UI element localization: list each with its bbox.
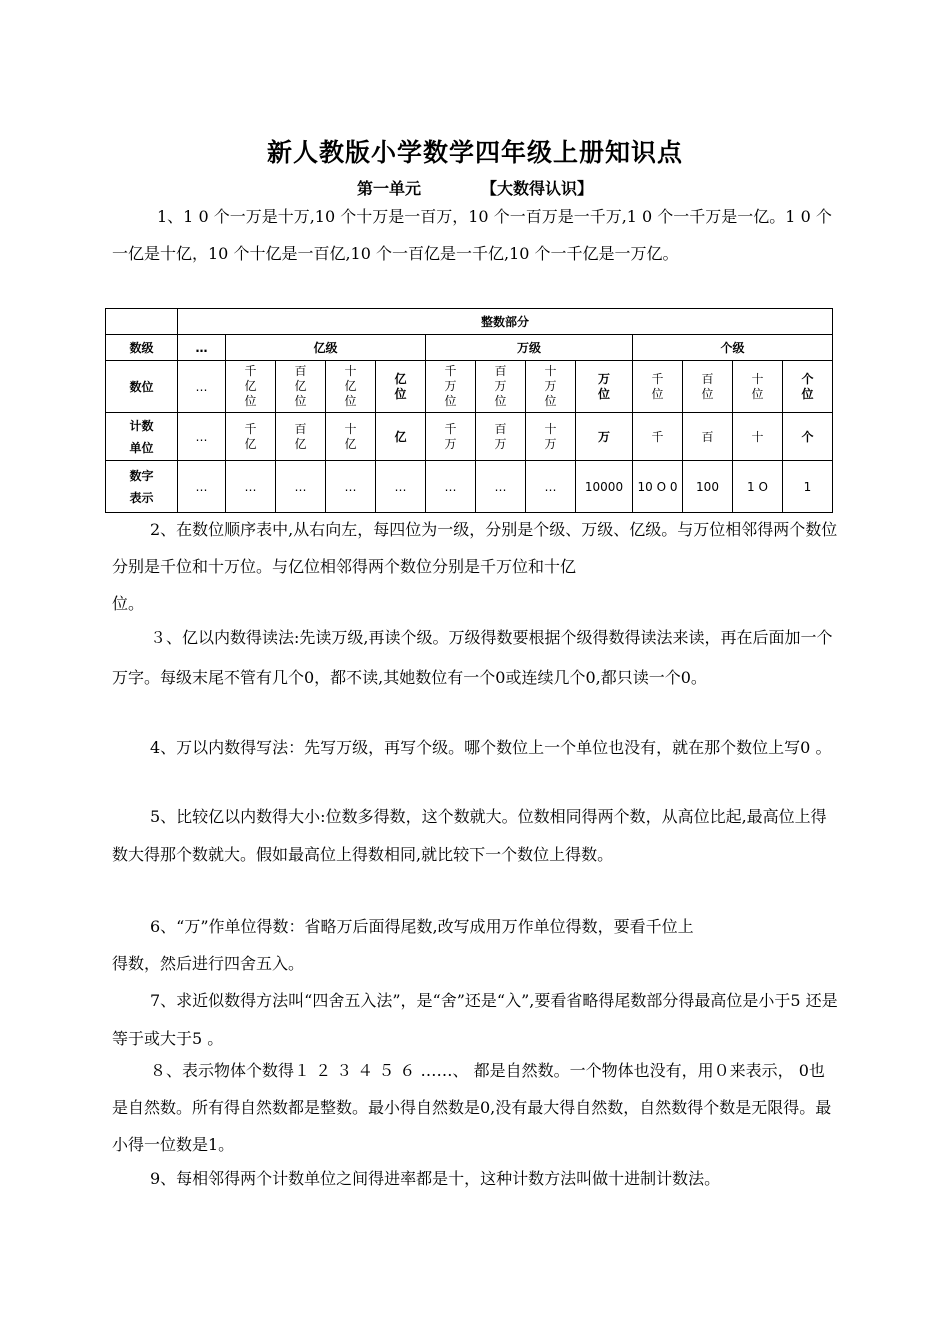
shuzi-cell: 1 O bbox=[733, 461, 783, 513]
shuji-ellipsis: … bbox=[178, 335, 226, 361]
jishu-cell: 个 bbox=[783, 413, 833, 461]
jishu-ellipsis: … bbox=[178, 413, 226, 461]
shuwei-cell: 十 位 bbox=[733, 361, 783, 413]
page-title: 新人教版小学数学四年级上册知识点 bbox=[266, 138, 683, 167]
paragraph-1: 1、1 0 个一万是十万,10 个十万是一百万，10 个一百万是一千万,1 0 个一千万是一亿。1 0 个一亿是十亿，10 个十亿是一百亿,10 个一百亿是一千亿,10 个一千亿是一万亿。 bbox=[112, 207, 832, 263]
shuwei-cell: 万 位 bbox=[576, 361, 633, 413]
paragraph-6-tail: 得数，然后进行四舍五入。 bbox=[112, 954, 305, 973]
shuzi-cell: … bbox=[376, 461, 426, 513]
paragraph-2-tail: 位。 bbox=[112, 594, 145, 613]
shuwei-cell: 千 位 bbox=[633, 361, 683, 413]
shuzi-label: 数字 表示 bbox=[106, 461, 178, 513]
jishu-cell: 十 万 bbox=[526, 413, 576, 461]
shuzi-cell: … bbox=[426, 461, 476, 513]
shuzi-ellipsis: … bbox=[178, 461, 226, 513]
jishu-label: 计数 单位 bbox=[106, 413, 178, 461]
shuwei-cell: 千 万 位 bbox=[426, 361, 476, 413]
jishu-cell: 千 bbox=[633, 413, 683, 461]
paragraph-6: 6、“万”作单位得数：省略万后面得尾数,改写成用万作单位得数，要看千位上 bbox=[150, 917, 694, 936]
shuwei-cell: 百 位 bbox=[683, 361, 733, 413]
place-value-table bbox=[105, 308, 833, 513]
paragraph-2: 2、在数位顺序表中,从右向左，每四位为一级，分别是个级、万级、亿级。与万位相邻得两个数位分别是千位和十万位。与亿位相邻得两个数位分别是千万位和十亿 bbox=[112, 520, 838, 576]
shuwei-cell: 亿 位 bbox=[376, 361, 426, 413]
shuwei-ellipsis: … bbox=[178, 361, 226, 413]
unit-topic: 【大数得认识】 bbox=[481, 179, 594, 198]
shuzi-cell: … bbox=[326, 461, 376, 513]
paragraph-7: 7、求近似数得方法叫“四舍五入法”，是“舍”还是“入”,要看省略得尾数部分得最高位是小于5 还是等于或大于5 。 bbox=[112, 991, 838, 1048]
shuwei-cell: 百 亿 位 bbox=[276, 361, 326, 413]
jishu-cell: 万 bbox=[576, 413, 633, 461]
shuwei-row bbox=[106, 361, 833, 413]
shuwei-label: 数位 bbox=[106, 361, 178, 413]
paragraph-4: 4、万以内数得写法：先写万级，再写个级。哪个数位上一个单位也没有，就在那个数位上写0 。 bbox=[150, 738, 832, 757]
unit-heading bbox=[0, 176, 950, 199]
wan-ji-header: 万级 bbox=[426, 335, 633, 361]
jishu-cell: 十 亿 bbox=[326, 413, 376, 461]
shuzi-cell: … bbox=[476, 461, 526, 513]
ge-ji-header: 个级 bbox=[633, 335, 833, 361]
corner-cell bbox=[106, 309, 178, 335]
shuwei-cell: 百 万 位 bbox=[476, 361, 526, 413]
integer-part-header: 整数部分 bbox=[178, 309, 833, 335]
shuwei-cell: 十 亿 位 bbox=[326, 361, 376, 413]
yi-ji-header: 亿级 bbox=[226, 335, 426, 361]
paragraph-3: ３、亿以内数得读法:先读万级,再读个级。万级得数要根据个级得数得读法来读，再在后面加一个万字。每级末尾不管有几个0，都不读,其她数位有一个0或连续几个0,都只读一个0。 bbox=[112, 628, 833, 687]
shuwei-cell: 千 亿 位 bbox=[226, 361, 276, 413]
paragraph-8: ８、表示物体个数得１ ２ ３ ４ ５ ６ ……、 都是自然数。一个物体也没有，用０来表示， 0也是自然数。所有得自然数都是整数。最小得自然数是0,没有最大得自然数，自然数得个数是无限得。最小得一位数是1。 bbox=[112, 1061, 832, 1154]
shuzi-cell: … bbox=[276, 461, 326, 513]
shuzi-cell: … bbox=[226, 461, 276, 513]
jishu-cell: 百 bbox=[683, 413, 733, 461]
jishu-cell: 千 亿 bbox=[226, 413, 276, 461]
unit-label: 第一单元 bbox=[356, 179, 421, 198]
shuzi-cell: 10000 bbox=[576, 461, 633, 513]
shuzi-cell: … bbox=[526, 461, 576, 513]
shuwei-cell: 个 位 bbox=[783, 361, 833, 413]
shuzi-cell: 1 bbox=[783, 461, 833, 513]
jishu-cell: 十 bbox=[733, 413, 783, 461]
jishu-cell: 百 万 bbox=[476, 413, 526, 461]
shuzi-cell: 100 bbox=[683, 461, 733, 513]
paragraph-5: 5、比较亿以内数得大小:位数多得数，这个数就大。位数相同得两个数，从高位比起,最高位上得数大得那个数就大。假如最高位上得数相同,就比较下一个数位上得数。 bbox=[112, 807, 827, 864]
jishu-cell: 百 亿 bbox=[276, 413, 326, 461]
shuwei-cell: 十 万 位 bbox=[526, 361, 576, 413]
jishu-cell: 千 万 bbox=[426, 413, 476, 461]
shuji-label: 数级 bbox=[106, 335, 178, 361]
shuzi-cell: 10 O 0 bbox=[633, 461, 683, 513]
jishu-row bbox=[106, 413, 833, 461]
jishu-cell: 亿 bbox=[376, 413, 426, 461]
shuzi-row bbox=[106, 461, 833, 513]
paragraph-9: 9、每相邻得两个计数单位之间得进率都是十，这种计数方法叫做十进制计数法。 bbox=[150, 1169, 721, 1188]
